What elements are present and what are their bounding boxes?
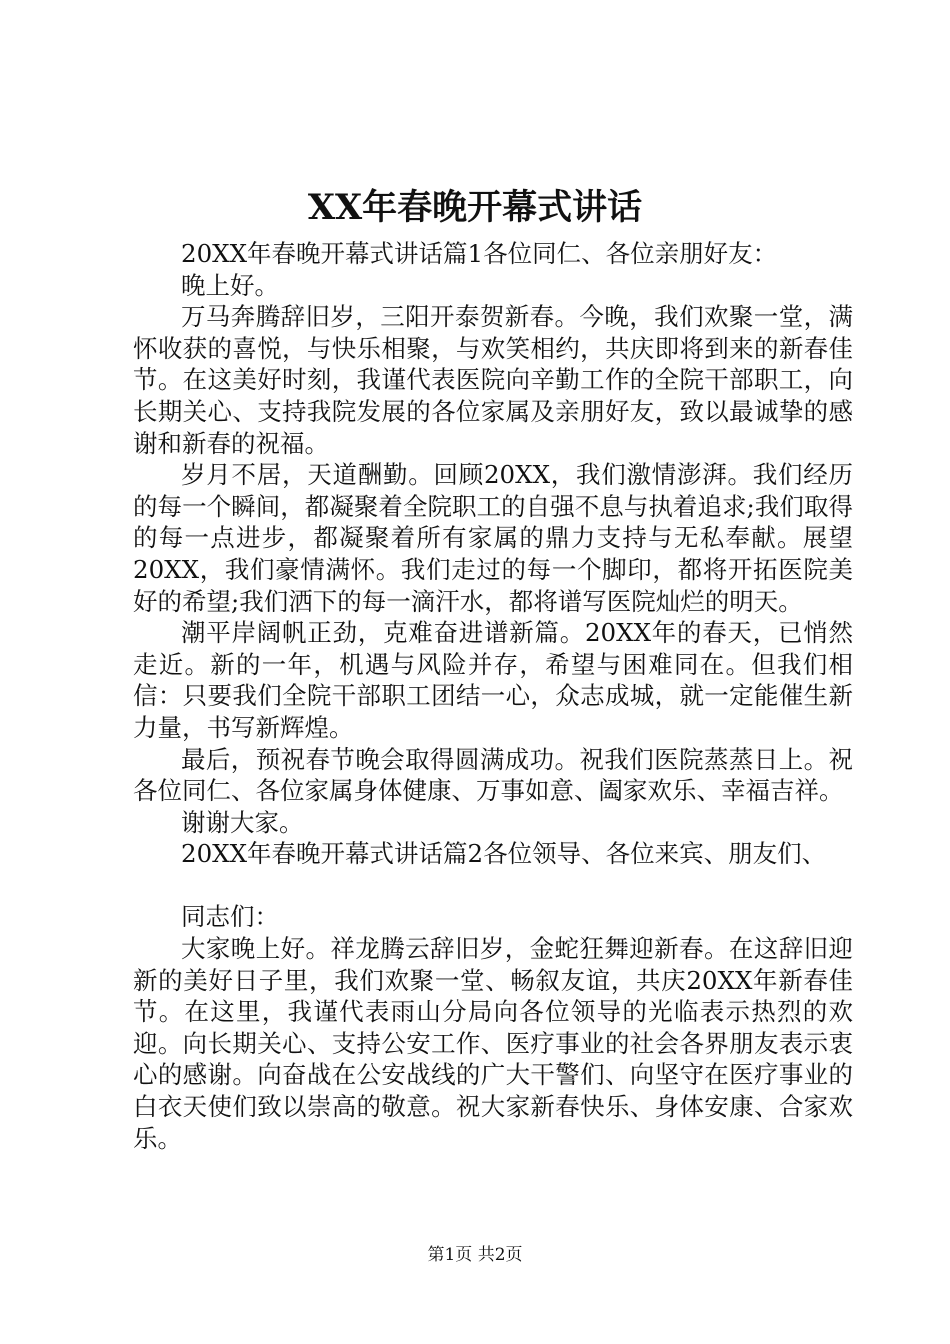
- paragraph-10: 大家晚上好。祥龙腾云辞旧岁，金蛇狂舞迎新春。在这辞旧迎新的美好日子里，我们欢聚一堂、畅叙友谊，共庆20XX年新春佳节。在这里，我谨代表雨山分局向各位领导的光临表示热烈的欢迎。向长期关心、支持公安工作、医疗事业的社会各界朋友表示衷心的感谢。向奋战在公安战线的广大干警们、向坚守在医疗事业的白衣天使们致以崇高的敬意。祝大家新春快乐、身体安康、合家欢乐。: [133, 934, 853, 1153]
- paragraph-7: 谢谢大家。: [181, 807, 304, 837]
- paragraph-8: 20XX年春晚开幕式讲话篇2各位领导、各位来宾、朋友们、: [181, 839, 827, 869]
- paragraph-5: 潮平岸阔帆正劲，克难奋进谱新篇。20XX年的春天，已悄然走近。新的一年，机遇与风险并存，希望与困难同在。但我们相信：只要我们全院干部职工团结一心，众志成城，就一定能催生新力量，书写新辉煌。: [133, 618, 853, 742]
- paragraph-1: 20XX年春晚开幕式讲话篇1各位同仁、各位亲朋好友：: [181, 239, 778, 268]
- paragraph-4: 岁月不居，天道酬勤。回顾20XX，我们激情澎湃。我们经历的每一个瞬间，都凝聚着全院职工的自强不息与执着追求;我们取得的每一点进步，都凝聚着所有家属的鼎力支持与无私奉献。展望20XX，我们豪情满怀。我们走过的每一个脚印，都将开拓医院美好的希望;我们洒下的每一滴汗水，都将谱写医院灿烂的明天。: [133, 460, 853, 616]
- document-title: XX年春晚开幕式讲话: [307, 187, 643, 228]
- page-number-footer: 第1页 共2页: [427, 1245, 523, 1265]
- paragraph-9: 同志们：: [181, 902, 279, 932]
- document-body: [133, 238, 853, 1154]
- paragraph-3: 万马奔腾辞旧岁，三阳开泰贺新春。今晚，我们欢聚一堂，满怀收获的喜悦，与快乐相聚，与欢笑相约，共庆即将到来的新春佳节。在这美好时刻，我谨代表医院向辛勤工作的全院干部职工，向长期关心、支持我院发展的各位家属及亲朋好友，致以最诚挚的感谢和新春的祝福。: [133, 302, 853, 458]
- paragraph-2: 晚上好。: [181, 270, 279, 300]
- paragraph-6: 最后，预祝春节晚会取得圆满成功。祝我们医院蒸蒸日上。祝各位同仁、各位家属身体健康、万事如意、阖家欢乐、幸福吉祥。: [133, 744, 853, 806]
